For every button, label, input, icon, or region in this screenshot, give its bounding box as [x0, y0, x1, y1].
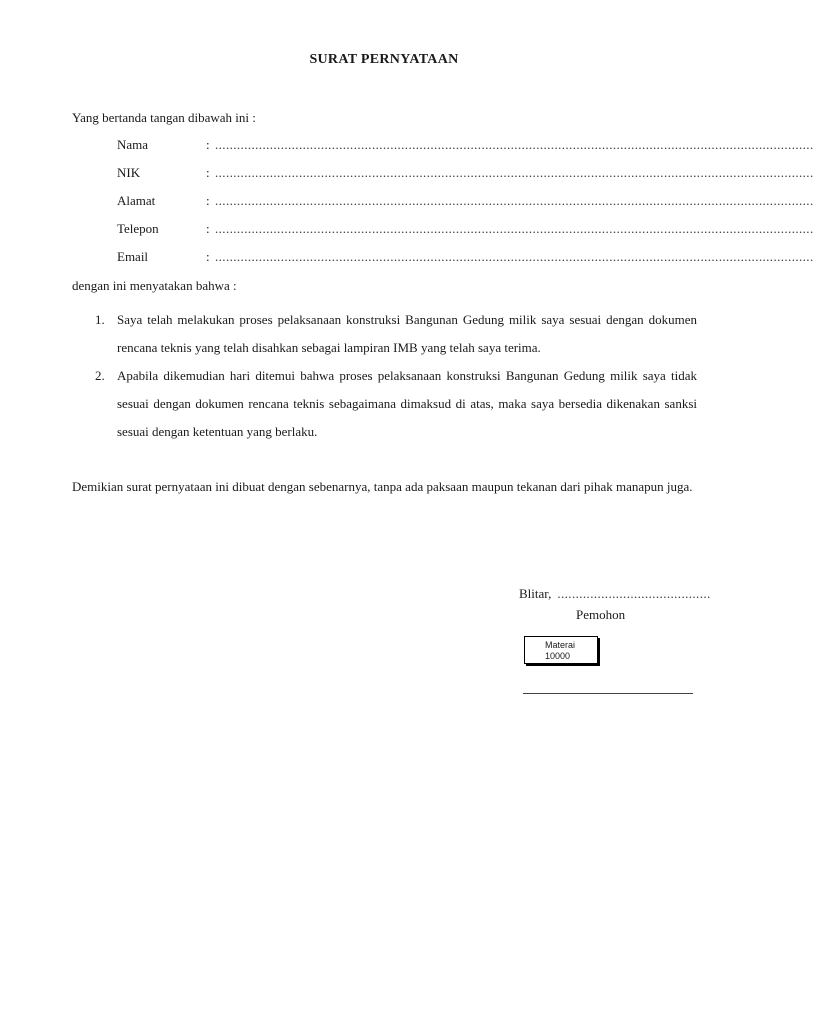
document-title: SURAT PERNYATAAN [309, 52, 459, 67]
statement-text: Saya telah melakukan proses pelaksanaan konstruksi Bangunan Gedung milik saya sesuai dengan dokumen rencana teknis yang telah disahkan sebagai lampiran IMB yang telah saya terima. [117, 312, 697, 355]
place-date [519, 586, 711, 602]
statement-item [72, 306, 697, 362]
field-colon: : [206, 137, 210, 152]
field-telepon [117, 221, 814, 249]
field-colon: : [206, 249, 210, 264]
materai-stamp-box [524, 636, 598, 664]
identity-fields [117, 137, 814, 277]
statement-number: 1. [95, 312, 105, 327]
intro-text: Yang bertanda tangan dibawah ini : [72, 110, 256, 125]
field-colon: : [206, 165, 210, 180]
place-label: Blitar, [519, 586, 552, 601]
field-colon: : [206, 193, 210, 208]
field-dotted-line: .................................................................................................................................................................... [215, 137, 814, 152]
field-nama [117, 137, 814, 165]
field-label: Telepon [117, 221, 159, 236]
field-nik [117, 165, 814, 193]
signature-line [523, 693, 693, 694]
field-colon: : [206, 221, 210, 236]
statement-item [72, 362, 697, 446]
stamp-value: 10000 [545, 651, 571, 661]
closing-text: Demikian surat pernyataan ini dibuat dengan sebenarnya, tanpa ada paksaan maupun tekanan dari pihak manapun juga. [72, 479, 693, 494]
field-alamat [117, 193, 814, 221]
field-label: Email [117, 249, 149, 264]
field-label: NIK [117, 165, 141, 180]
statement-list [72, 306, 697, 446]
stamp-label: Materai [545, 640, 576, 650]
date-dotted-line: .......................................... [557, 586, 711, 601]
field-dotted-line: .................................................................................................................................................................... [215, 221, 814, 236]
declaration-intro: dengan ini menyatakan bahwa : [72, 278, 237, 293]
field-label: Alamat [117, 193, 156, 208]
field-dotted-line: .................................................................................................................................................................... [215, 249, 814, 264]
statement-number: 2. [95, 368, 105, 383]
field-label: Nama [117, 137, 149, 152]
statement-text: Apabila dikemudian hari ditemui bahwa proses pelaksanaan konstruksi Bangunan Gedung milik saya tidak sesuai dengan dokumen rencana teknis sebagaimana dimaksud di atas, maka saya bersedia dikenakan sanksi sesuai dengan ketentuan yang berlaku. [117, 368, 697, 439]
field-dotted-line: .................................................................................................................................................................... [215, 193, 814, 208]
applicant-role: Pemohon [576, 607, 626, 622]
field-dotted-line: .................................................................................................................................................................... [215, 165, 814, 180]
field-email [117, 249, 814, 277]
